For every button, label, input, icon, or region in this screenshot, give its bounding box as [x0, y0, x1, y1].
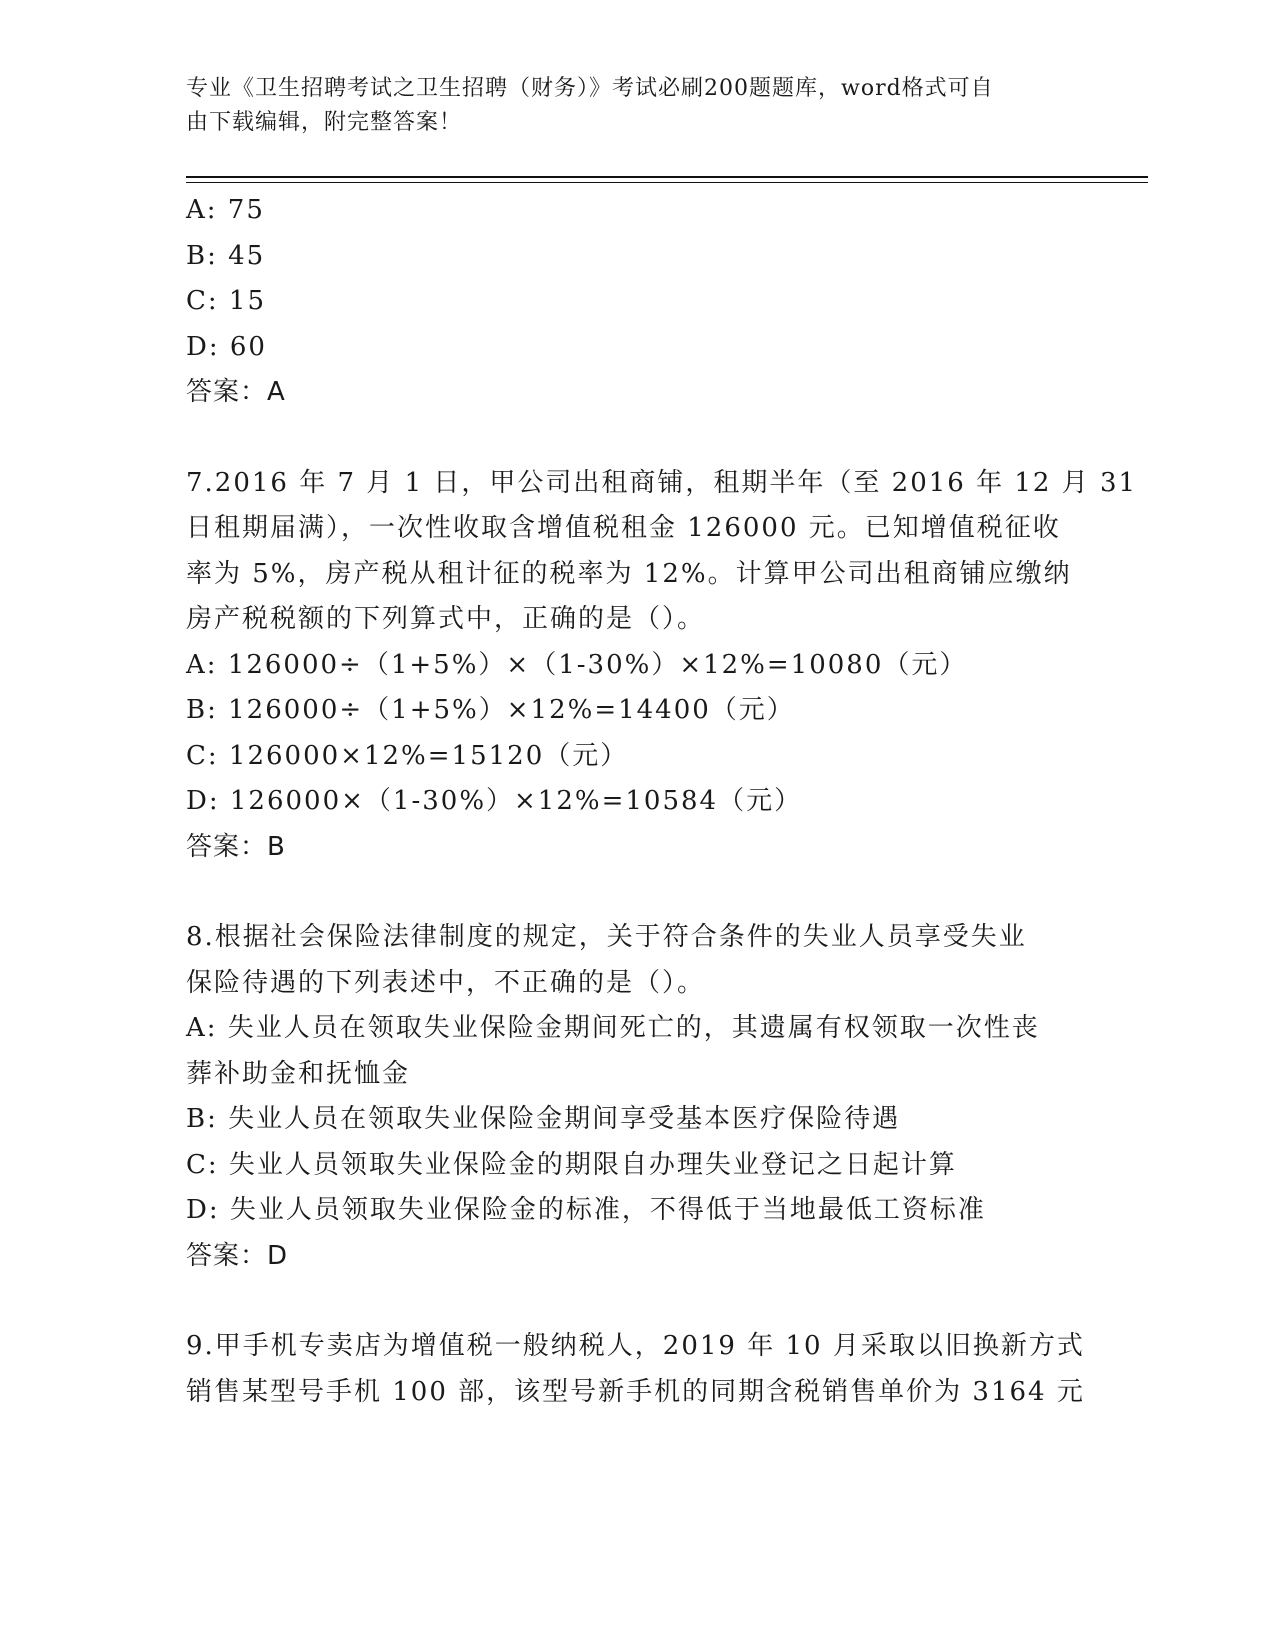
answer-label: 答案： — [186, 1240, 268, 1271]
question-8 — [186, 915, 1086, 1279]
option-d: D: 126000×（1-30%）×12%=10584（元） — [186, 786, 803, 816]
option-c: C: 失业人员领取失业保险金的期限自办理失业登记之日起计算 — [186, 1149, 957, 1180]
option-b: B: 126000÷（1+5%）×12%=14400（元） — [186, 695, 795, 725]
question-stem-line: 房产税税额的下列算式中，正确的是（）。 — [186, 604, 706, 634]
question-stem-line: 销售某型号手机 100 部，该型号新手机的同期含税销售单价为 3164 元 — [186, 1376, 1085, 1407]
spacer — [186, 1279, 1086, 1324]
option-b: B: 失业人员在领取失业保险金期间享受基本医疗保险待遇 — [186, 1104, 901, 1134]
option-d: D: 失业人员领取失业保险金的标准，不得低于当地最低工资标准 — [186, 1195, 986, 1225]
answer-value: B — [267, 831, 286, 862]
question-content — [186, 188, 1138, 1415]
answer-line — [186, 370, 1086, 416]
option-a: A: 126000÷（1+5%）×（1-30%）×12%=10080（元） — [186, 649, 968, 680]
question-7 — [186, 461, 1138, 871]
option-a-continued: 葬补助金和抚恤金 — [186, 1058, 411, 1089]
answer-value: D — [267, 1240, 289, 1271]
document-header — [186, 72, 1066, 140]
spacer — [186, 416, 1086, 461]
answer-label: 答案： — [186, 377, 268, 407]
answer-label: 答案： — [186, 831, 268, 862]
answer-line — [186, 825, 1086, 871]
option-a: A: 失业人员在领取失业保险金期间死亡的，其遗属有权领取一次性丧 — [186, 1013, 1040, 1043]
question-9 — [186, 1324, 1086, 1415]
question-stem-line: 日租期届满），一次性收取含增值税租金 126000 元。已知增值税征收 — [186, 513, 1061, 543]
answer-line — [186, 1234, 1086, 1280]
header-divider-thick — [186, 176, 1148, 178]
header-line-1: 专业《卫生招聘考试之卫生招聘（财务）》考试必刷200题题库，word格式可自 — [186, 76, 994, 101]
header-divider-thin — [186, 182, 1148, 183]
question-stem-line: 8.根据社会保险法律制度的规定，关于符合条件的失业人员享受失业 — [186, 922, 1027, 952]
question-stem-line: 9.甲手机专卖店为增值税一般纳税人，2019 年 10 月采取以旧换新方式 — [186, 1331, 1085, 1361]
question-stem-line: 7.2016 年 7 月 1 日，甲公司出租商铺，租期半年（至 2016 年 12 月 31 — [186, 467, 1138, 498]
header-line-2: 由下载编辑，附完整答案！ — [186, 110, 463, 135]
option-c: C: 126000×12%=15120（元） — [186, 740, 629, 771]
spacer — [186, 870, 1086, 915]
option-b: B: 45 — [186, 240, 266, 271]
question-stem-line: 率为 5%，房产税从租计征的税率为 12%。计算甲公司出租商铺应缴纳 — [186, 558, 1072, 589]
question-6 — [186, 188, 1086, 416]
option-a: A: 75 — [186, 195, 265, 225]
question-stem-line: 保险待遇的下列表述中，不正确的是（）。 — [186, 967, 706, 998]
option-d: D: 60 — [186, 331, 267, 362]
option-c: C: 15 — [186, 286, 267, 316]
answer-value: A — [267, 377, 286, 407]
